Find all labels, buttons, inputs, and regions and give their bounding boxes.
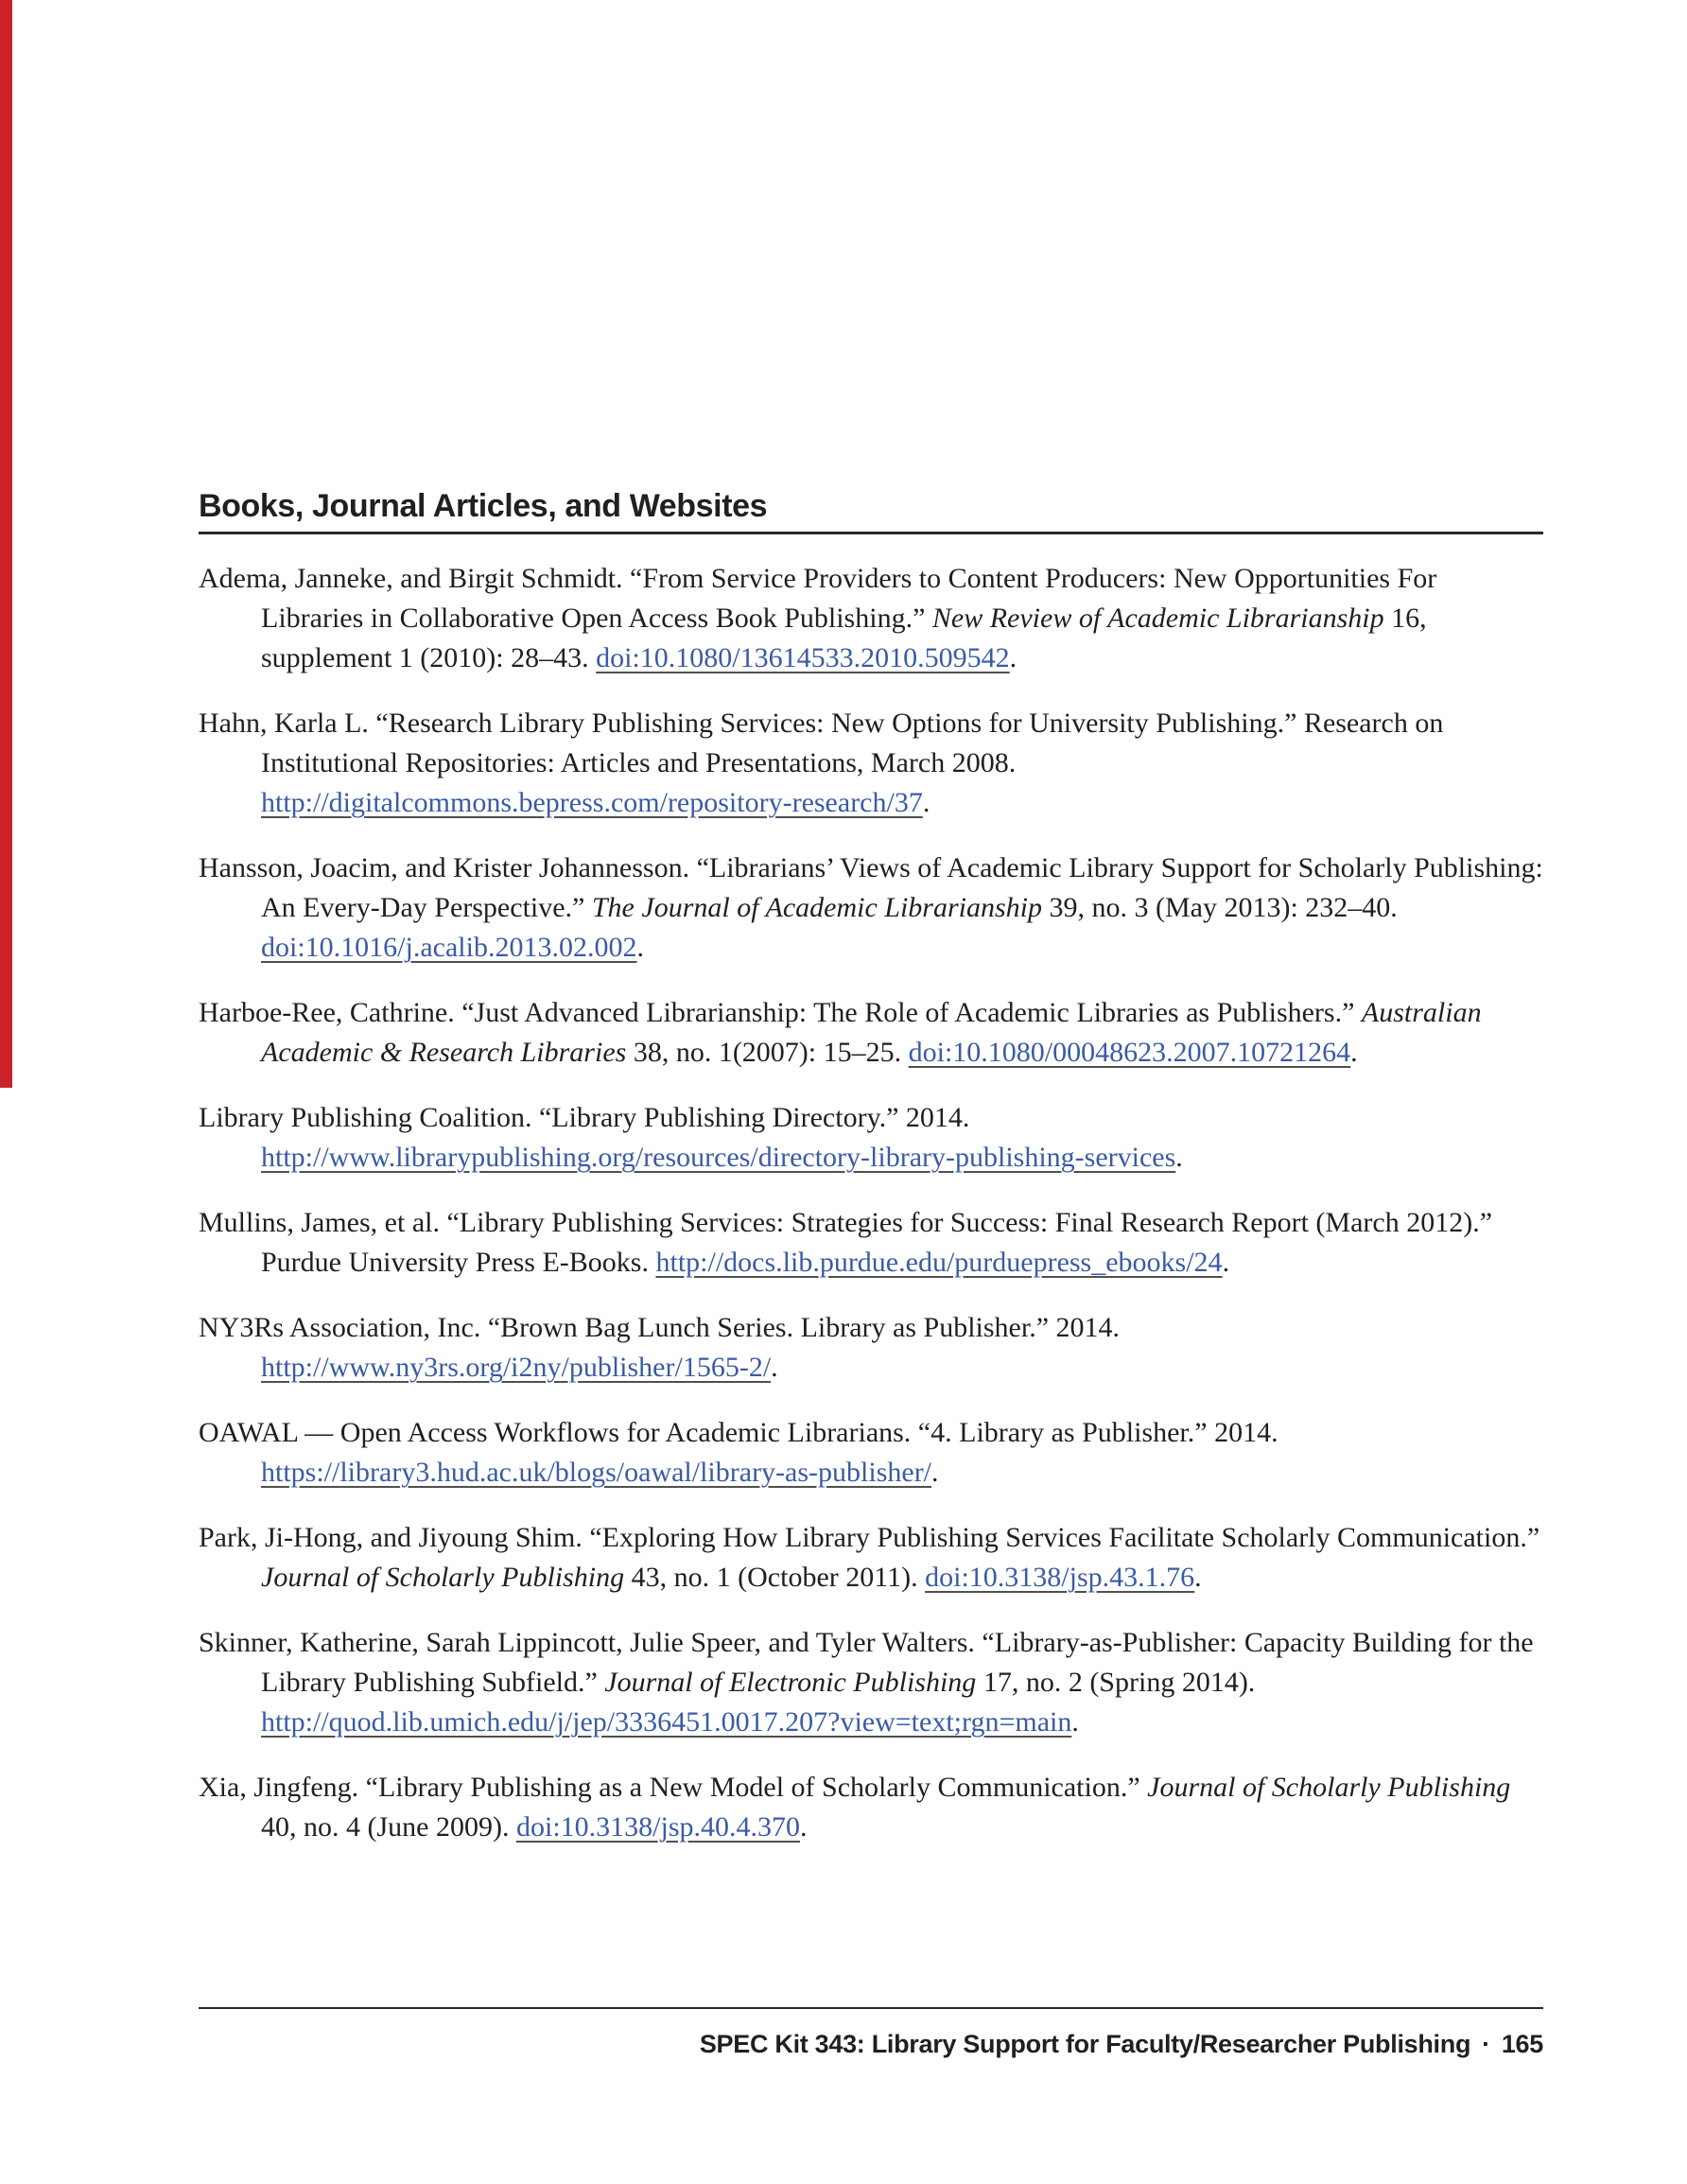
citation	[199, 1203, 1543, 1283]
citation-hyperlink[interactable]: http://www.librarypublishing.org/resources/directory-library-publishing-services	[261, 1142, 1176, 1173]
heading-rule	[199, 532, 1543, 534]
citation	[199, 1098, 1543, 1178]
citation-text: .	[800, 1811, 808, 1843]
citation-text: .	[1071, 1706, 1079, 1738]
citation-text: .	[1194, 1562, 1202, 1593]
citation	[199, 559, 1543, 678]
citation-text: .	[931, 1457, 939, 1488]
citation-text: 16, supplement 1 (2010): 28–43.	[261, 603, 1427, 673]
citation-hyperlink[interactable]: doi:10.3138/jsp.43.1.76	[925, 1562, 1195, 1593]
citation-text: .	[1350, 1037, 1358, 1068]
citation	[199, 704, 1543, 823]
citation-text: .	[636, 932, 644, 963]
page-edge-accent-bar	[0, 0, 12, 1088]
journal-title: Australian Academic & Research Libraries	[261, 997, 1482, 1068]
journal-title: Journal of Electronic Publishing	[604, 1667, 977, 1698]
citation	[199, 848, 1543, 968]
citation-text: .	[1175, 1142, 1183, 1173]
citation	[199, 1413, 1543, 1493]
page-footer	[199, 2030, 1543, 2059]
journal-title: Journal of Scholarly Publishing	[1147, 1772, 1511, 1803]
citation-hyperlink[interactable]: http://www.ny3rs.org/i2ny/publisher/1565-2/	[261, 1352, 772, 1383]
citation-hyperlink[interactable]: doi:10.1080/13614533.2010.509542	[596, 642, 1010, 673]
citation-text: 39, no. 3 (May 2013): 232–40.	[1041, 892, 1398, 923]
journal-title: The Journal of Academic Librarianship	[591, 892, 1042, 923]
citation-text: 40, no. 4 (June 2009).	[261, 1811, 516, 1843]
page-content	[199, 488, 1543, 1873]
citation-text: Hahn, Karla L. “Research Library Publishing Services: New Options for University Publishing.” Research on Institutional Repositories: Articles and Presentations, March 2008.	[199, 708, 1444, 778]
footer-separator: ·	[1482, 2030, 1490, 2058]
citation-hyperlink[interactable]: doi:10.1080/00048623.2007.10721264	[908, 1037, 1351, 1068]
citation-hyperlink[interactable]: http://quod.lib.umich.edu/j/jep/3336451.0017.207?view=text;rgn=main	[261, 1706, 1072, 1738]
citation-text: 17, no. 2 (Spring 2014).	[976, 1667, 1256, 1698]
section-heading: Books, Journal Articles, and Websites	[199, 488, 768, 524]
citation-text: NY3Rs Association, Inc. “Brown Bag Lunch Series. Library as Publisher.” 2014.	[199, 1312, 1121, 1343]
citation	[199, 993, 1543, 1073]
citation-text: Skinner, Katherine, Sarah Lippincott, Julie Speer, and Tyler Walters. “Library-as-Publisher: Capacity Building for the Library Publishing Subfield.”	[199, 1627, 1534, 1698]
citation-hyperlink[interactable]: https://library3.hud.ac.uk/blogs/oawal/library-as-publisher/	[261, 1457, 932, 1488]
citation-hyperlink[interactable]: http://docs.lib.purdue.edu/purduepress_ebooks/24	[655, 1247, 1223, 1278]
citation-text: .	[1009, 642, 1017, 673]
citation	[199, 1623, 1543, 1742]
citation-text: Mullins, James, et al. “Library Publishing Services: Strategies for Success: Final Research Report (March 2012).” Purdue University Press E-Books.	[199, 1207, 1493, 1278]
citation-text: Xia, Jingfeng. “Library Publishing as a New Model of Scholarly Communication.”	[199, 1772, 1148, 1803]
citation	[199, 1308, 1543, 1388]
citation-text: Adema, Janneke, and Birgit Schmidt. “From Service Providers to Content Producers: New Opportunities For Libraries in Collaborative Open Access Book Publishing.”	[199, 563, 1437, 634]
citation-text: OAWAL — Open Access Workflows for Academic Librarians. “4. Library as Publisher.” 2014.	[199, 1417, 1278, 1448]
citation-text: .	[922, 787, 930, 818]
citation-text: 38, no. 1(2007): 15–25.	[626, 1037, 909, 1068]
citation-text: Park, Ji-Hong, and Jiyoung Shim. “Exploring How Library Publishing Services Facilitate Scholarly Communication.”	[199, 1522, 1540, 1553]
citation	[199, 1518, 1543, 1598]
journal-title: New Review of Academic Librarianship	[931, 603, 1384, 634]
citation-list	[199, 559, 1543, 1847]
citation-hyperlink[interactable]: doi:10.3138/jsp.40.4.370	[515, 1811, 800, 1843]
journal-title: Journal of Scholarly Publishing	[261, 1562, 625, 1593]
citation-hyperlink[interactable]: http://digitalcommons.bepress.com/repository-research/37	[261, 787, 923, 818]
citation-text: 43, no. 1 (October 2011).	[624, 1562, 926, 1593]
citation-text: .	[1222, 1247, 1230, 1278]
citation	[199, 1768, 1543, 1847]
footer-rule	[199, 2007, 1543, 2009]
citation-text: Harboe-Ree, Cathrine. “Just Advanced Librarianship: The Role of Academic Libraries as Publishers.”	[199, 997, 1362, 1028]
footer-title: SPEC Kit 343: Library Support for Faculty/Researcher Publishing	[699, 2030, 1471, 2058]
citation-text: Hansson, Joacim, and Krister Johannesson. “Librarians’ Views of Academic Library Support for Scholarly Publishing: An Every-Day Perspective.”	[199, 852, 1543, 923]
citation-text: Library Publishing Coalition. “Library Publishing Directory.” 2014.	[199, 1102, 970, 1133]
footer-page-number: 165	[1501, 2030, 1543, 2058]
citation-hyperlink[interactable]: doi:10.1016/j.acalib.2013.02.002	[261, 932, 637, 963]
citation-text: .	[771, 1352, 778, 1383]
